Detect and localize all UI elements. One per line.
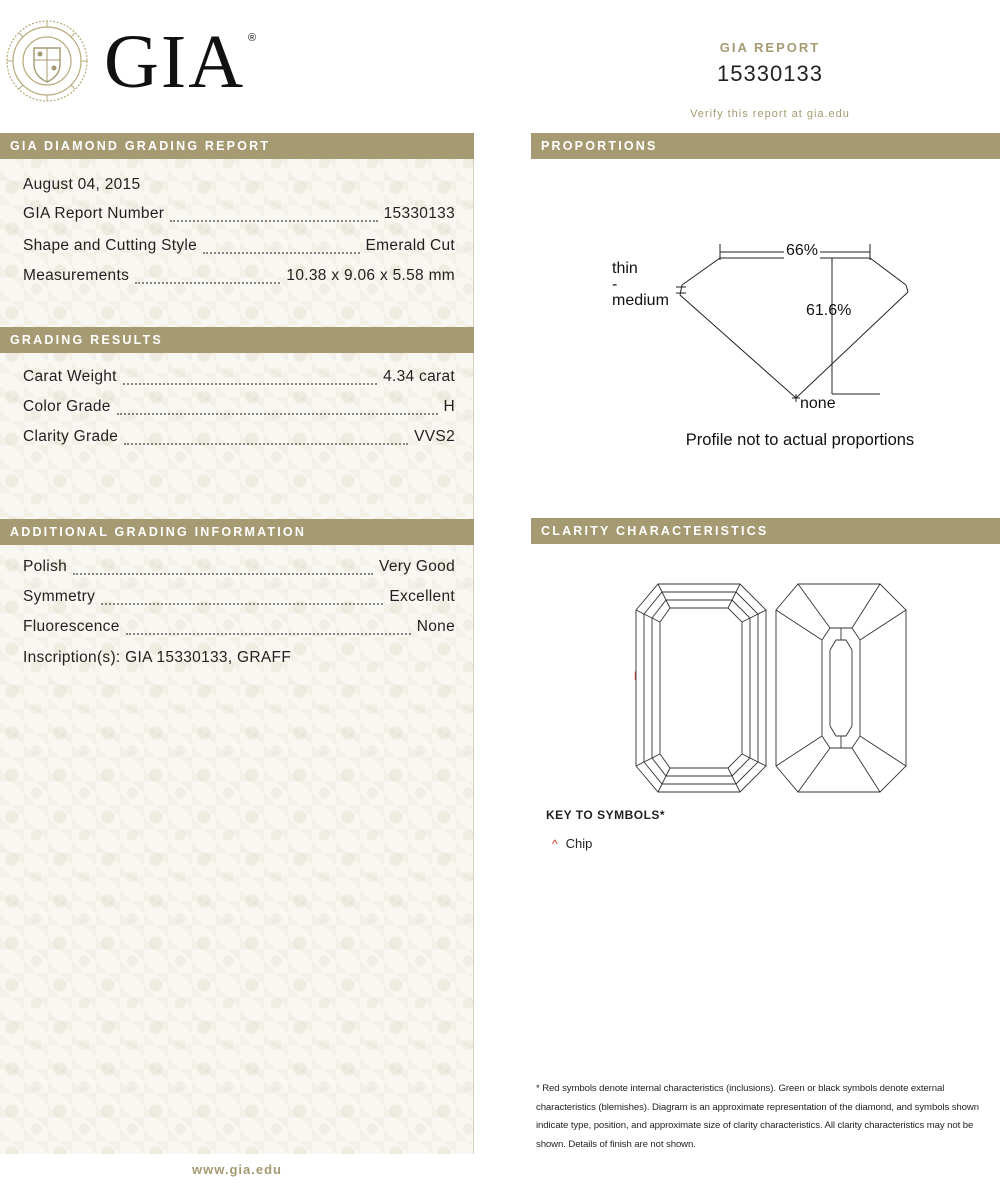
depth-percentage: 61.6% xyxy=(806,302,852,319)
row-fluorescence xyxy=(23,618,455,640)
left-panel xyxy=(0,133,474,1154)
row-measurements xyxy=(23,267,455,289)
row-shape xyxy=(23,237,455,259)
section-title-grading-results: GRADING RESULTS xyxy=(0,327,474,353)
row-clarity xyxy=(23,428,455,450)
girdle-label-medium: medium xyxy=(612,292,669,309)
table-percentage: 66% xyxy=(786,242,819,259)
chip-symbol-icon: ^ xyxy=(552,836,558,851)
row-value: Very Good xyxy=(379,558,455,575)
row-label: Symmetry xyxy=(23,588,96,605)
girdle-label-dash: - xyxy=(612,276,618,293)
girdle-label-thin: thin xyxy=(612,260,638,277)
gia-seal-icon xyxy=(4,18,90,104)
row-label: Measurements xyxy=(23,267,130,284)
key-item-chip xyxy=(552,836,592,851)
row-value: H xyxy=(443,398,455,415)
chip-label: Chip xyxy=(565,836,593,851)
leader-dots xyxy=(170,210,377,222)
clarity-footnote: * Red symbols denote internal characteristics (inclusions). Green or black symbols denote external characteristics (blemishes). Diagram is an approximate representation of the diamond, and symbols shown indicate type, position, and approximate size of clarity characteristics. All clarity characteristics may not be shown. Details of finish are not shown. xyxy=(536,1083,979,1150)
row-label: Clarity Grade xyxy=(23,428,119,445)
row-value: Emerald Cut xyxy=(365,237,455,254)
leader-dots xyxy=(123,373,377,385)
section-title-proportions: PROPORTIONS xyxy=(531,133,1000,159)
leader-dots xyxy=(203,242,359,254)
crown-outline xyxy=(682,258,906,285)
section-title-grading-report: GIA DIAMOND GRADING REPORT xyxy=(0,133,474,159)
row-report-number xyxy=(23,205,455,227)
footer-url-link[interactable]: www.gia.edu xyxy=(192,1162,282,1177)
clarity-plot-diagram xyxy=(630,578,910,800)
pavilion-outline xyxy=(680,292,908,398)
row-color xyxy=(23,398,455,420)
row-symmetry xyxy=(23,588,455,610)
leader-dots xyxy=(117,403,438,415)
key-to-symbols-title: KEY TO SYMBOLS* xyxy=(546,808,666,822)
row-label: Color Grade xyxy=(23,398,111,415)
registered-mark: ® xyxy=(248,32,257,44)
row-label: Carat Weight xyxy=(23,368,117,385)
row-value: 4.34 carat xyxy=(383,368,455,385)
section-title-clarity: CLARITY CHARACTERISTICS xyxy=(531,518,1000,544)
gia-wordmark: GIA xyxy=(104,20,246,104)
row-polish xyxy=(23,558,455,580)
row-value: 15330133 xyxy=(383,205,455,222)
inscription: Inscription(s): GIA 15330133, GRAFF xyxy=(23,649,292,666)
leader-dots xyxy=(73,563,373,575)
leader-dots xyxy=(101,593,383,605)
leader-dots xyxy=(135,272,280,284)
row-label: Fluorescence xyxy=(23,618,120,635)
report-header xyxy=(640,40,900,87)
crown-view xyxy=(636,584,766,792)
row-value: None xyxy=(416,618,455,635)
report-date: August 04, 2015 xyxy=(23,176,141,193)
row-value: VVS2 xyxy=(414,428,455,445)
culet-label: none xyxy=(800,395,836,412)
gia-logo xyxy=(4,18,264,108)
proportions-diagram xyxy=(600,230,940,420)
row-label: GIA Report Number xyxy=(23,205,165,222)
leader-dots xyxy=(124,433,408,445)
row-label: Shape and Cutting Style xyxy=(23,237,198,254)
pavilion-view xyxy=(776,584,906,792)
report-label: GIA REPORT xyxy=(719,40,821,55)
row-carat xyxy=(23,368,455,390)
row-value: 10.38 x 9.06 x 5.58 mm xyxy=(286,267,455,284)
proportions-caption: Profile not to actual proportions xyxy=(685,431,915,449)
leader-dots xyxy=(126,623,411,635)
chip-mark: | xyxy=(634,670,637,680)
row-value: Excellent xyxy=(389,588,455,605)
row-label: Polish xyxy=(23,558,68,575)
section-title-additional-info: ADDITIONAL GRADING INFORMATION xyxy=(0,519,474,545)
report-number: 15330133 xyxy=(717,61,823,86)
verify-link[interactable]: Verify this report at gia.edu xyxy=(690,108,850,120)
